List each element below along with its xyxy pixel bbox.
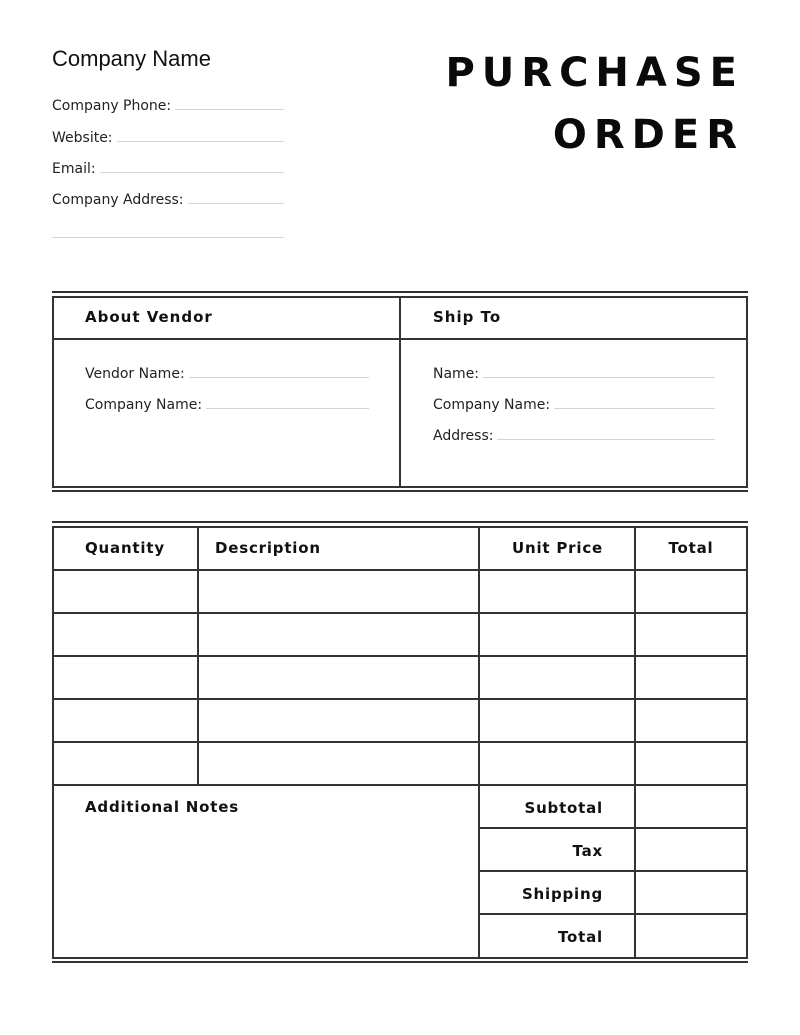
additional-notes-heading: Additional Notes [85,798,239,816]
ship-to-company-name-input-line[interactable] [554,408,715,409]
box-top-outer-line [52,291,748,293]
company-phone-field[interactable] [52,98,284,114]
table-right-border [746,526,748,959]
vendor-company-name-label: Company Name: [85,397,203,413]
company-address-label: Company Address: [52,192,184,208]
box-right-border [746,296,748,488]
cell-unit-price[interactable] [480,700,634,741]
cell-quantity[interactable] [54,657,197,698]
cell-unit-price[interactable] [480,657,634,698]
email-field[interactable] [52,161,284,177]
table-bottom-outer-line [52,961,748,963]
ship-to-name-label: Name: [433,366,480,382]
company-address-field[interactable] [52,192,284,208]
cell-quantity[interactable] [54,571,197,612]
ship-to-heading: Ship To [433,308,502,326]
company-phone-label: Company Phone: [52,98,172,114]
document-title-line2: ORDER [552,112,744,158]
table-top-outer-line [52,521,748,523]
cell-description[interactable] [199,743,478,784]
grand-total-label: Total [558,928,603,946]
ship-to-name-input-line[interactable] [483,377,715,378]
cell-total[interactable] [636,700,746,741]
company-address-input-line[interactable] [188,203,284,204]
cell-unit-price[interactable] [480,614,634,655]
vendor-name-field[interactable] [85,366,369,382]
box-bottom-outer-line [52,490,748,492]
ship-to-address-field[interactable] [433,428,715,444]
col-header-quantity: Quantity [85,539,165,557]
table-top-inner-line [52,526,748,528]
ship-to-name-field[interactable] [433,366,715,382]
email-input-line[interactable] [100,172,284,173]
cell-total[interactable] [636,614,746,655]
ship-to-address-input-line[interactable] [497,439,715,440]
company-name: Company Name [52,46,211,71]
website-label: Website: [52,130,113,146]
cell-description[interactable] [199,614,478,655]
grand-total-value[interactable] [636,915,746,956]
vendor-company-name-input-line[interactable] [206,408,369,409]
cell-quantity[interactable] [54,700,197,741]
table-bottom-inner-line [52,957,748,959]
additional-notes-area[interactable] [54,822,478,956]
cell-unit-price[interactable] [480,571,634,612]
about-vendor-heading: About Vendor [85,308,213,326]
cell-total[interactable] [636,571,746,612]
cell-quantity[interactable] [54,614,197,655]
col-header-unit-price: Unit Price [512,539,603,557]
company-phone-input-line[interactable] [175,109,284,110]
website-input-line[interactable] [117,141,284,142]
email-label: Email: [52,161,96,177]
website-field[interactable] [52,130,284,146]
col-header-total: Total [668,539,714,557]
tax-label: Tax [572,842,603,860]
cell-description[interactable] [199,657,478,698]
document-title-line1: PURCHASE [445,50,744,96]
box-middle-divider [399,296,401,488]
shipping-value[interactable] [636,872,746,913]
cell-description[interactable] [199,571,478,612]
cell-description[interactable] [199,700,478,741]
cell-total[interactable] [636,657,746,698]
cell-unit-price[interactable] [480,743,634,784]
box-left-border [52,296,54,488]
subtotal-value[interactable] [636,786,746,827]
ship-to-address-label: Address: [433,428,494,444]
shipping-label: Shipping [521,885,603,903]
col-header-description: Description [215,539,321,557]
vendor-name-input-line[interactable] [189,377,369,378]
cell-total[interactable] [636,743,746,784]
company-address-line-2[interactable] [52,237,284,238]
cell-quantity[interactable] [54,743,197,784]
ship-to-company-name-field[interactable] [433,397,715,413]
subtotal-label: Subtotal [524,799,603,817]
tax-value[interactable] [636,829,746,870]
vendor-company-name-field[interactable] [85,397,369,413]
vendor-name-label: Vendor Name: [85,366,185,382]
ship-to-company-name-label: Company Name: [433,397,551,413]
